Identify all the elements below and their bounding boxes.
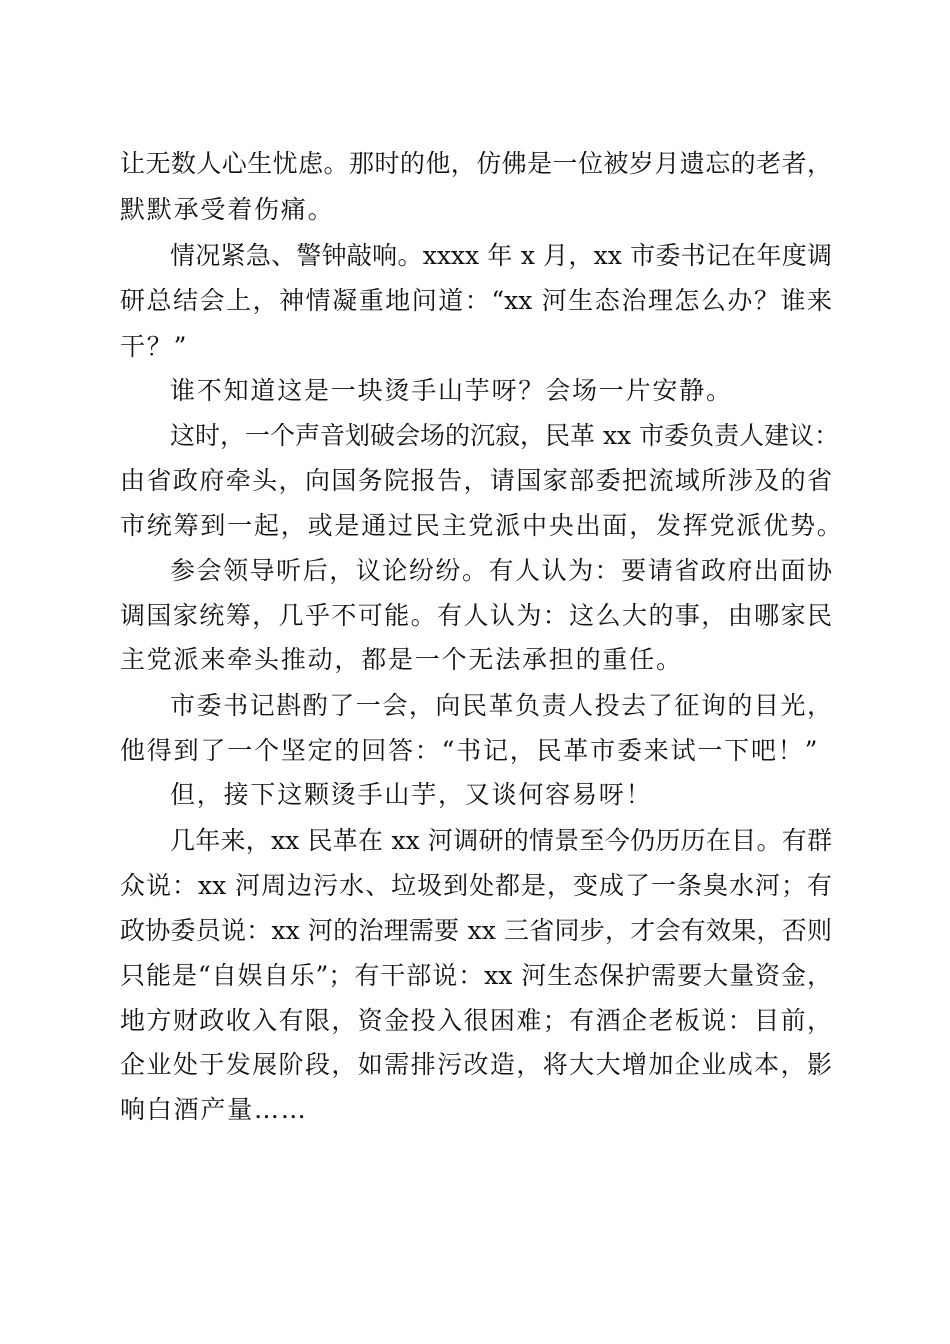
text-line: 他得到了一个坚定的回答：“书记，民革市委来试一下吧！” [120,736,820,765]
text-line: 谁不知道这是一块烫手山芋呀？会场一片安静。 [170,376,733,405]
text-line: 由省政府牵头，向国务院报告，请国家部委把流域所涉及的省 [120,466,832,495]
text-line: 这时，一个声音划破会场的沉寂，民革 xx 市委负责人建议： [170,421,840,450]
text-line: 让无数人心生忧虑。那时的他，仿佛是一位被岁月遗忘的老者， [120,149,832,178]
text-line: 但，接下这颗烫手山芋，又谈何容易呀！ [170,780,653,809]
text-line: 默默承受着伤痛。 [120,195,335,224]
text-line: 政协委员说：xx 河的治理需要 xx 三省同步，才会有效果，否则 [120,916,832,945]
text-line: 研总结会上，神情凝重地问道：“xx 河生态治理怎么办？谁来 [120,286,832,315]
text-line: 调国家统筹，几乎不可能。有人认为：这么大的事，由哪家民 [120,601,832,630]
text-line: 市统筹到一起，或是通过民主党派中央出面，发挥党派优势。 [120,511,844,540]
text-line: 企业处于发展阶段，如需排污改造，将大大增加企业成本，影 [120,1050,832,1079]
text-line: 主党派来牵头推动，都是一个无法承担的重任。 [120,645,683,674]
text-line: 市委书记斟酌了一会，向民革负责人投去了征询的目光， [170,691,832,720]
text-line: 响白酒产量…… [120,1095,308,1124]
text-line: 众说：xx 河周边污水、垃圾到处都是，变成了一条臭水河；有 [120,871,832,900]
text-line: 只能是“自娱自乐”；有干部说：xx 河生态保护需要大量资金， [120,961,832,990]
text-line: 干？” [120,332,189,361]
text-line: 地方财政收入有限，资金投入很困难；有酒企老板说：目前， [120,1006,832,1035]
text-line: 参会领导听后，议论纷纷。有人认为：要请省政府出面协 [170,556,832,585]
text-line: 情况紧急、警钟敲响。xxxx 年 x 月，xx 市委书记在年度调 [170,241,832,270]
text-line: 几年来，xx 民革在 xx 河调研的情景至今仍历历在目。有群 [170,826,832,855]
